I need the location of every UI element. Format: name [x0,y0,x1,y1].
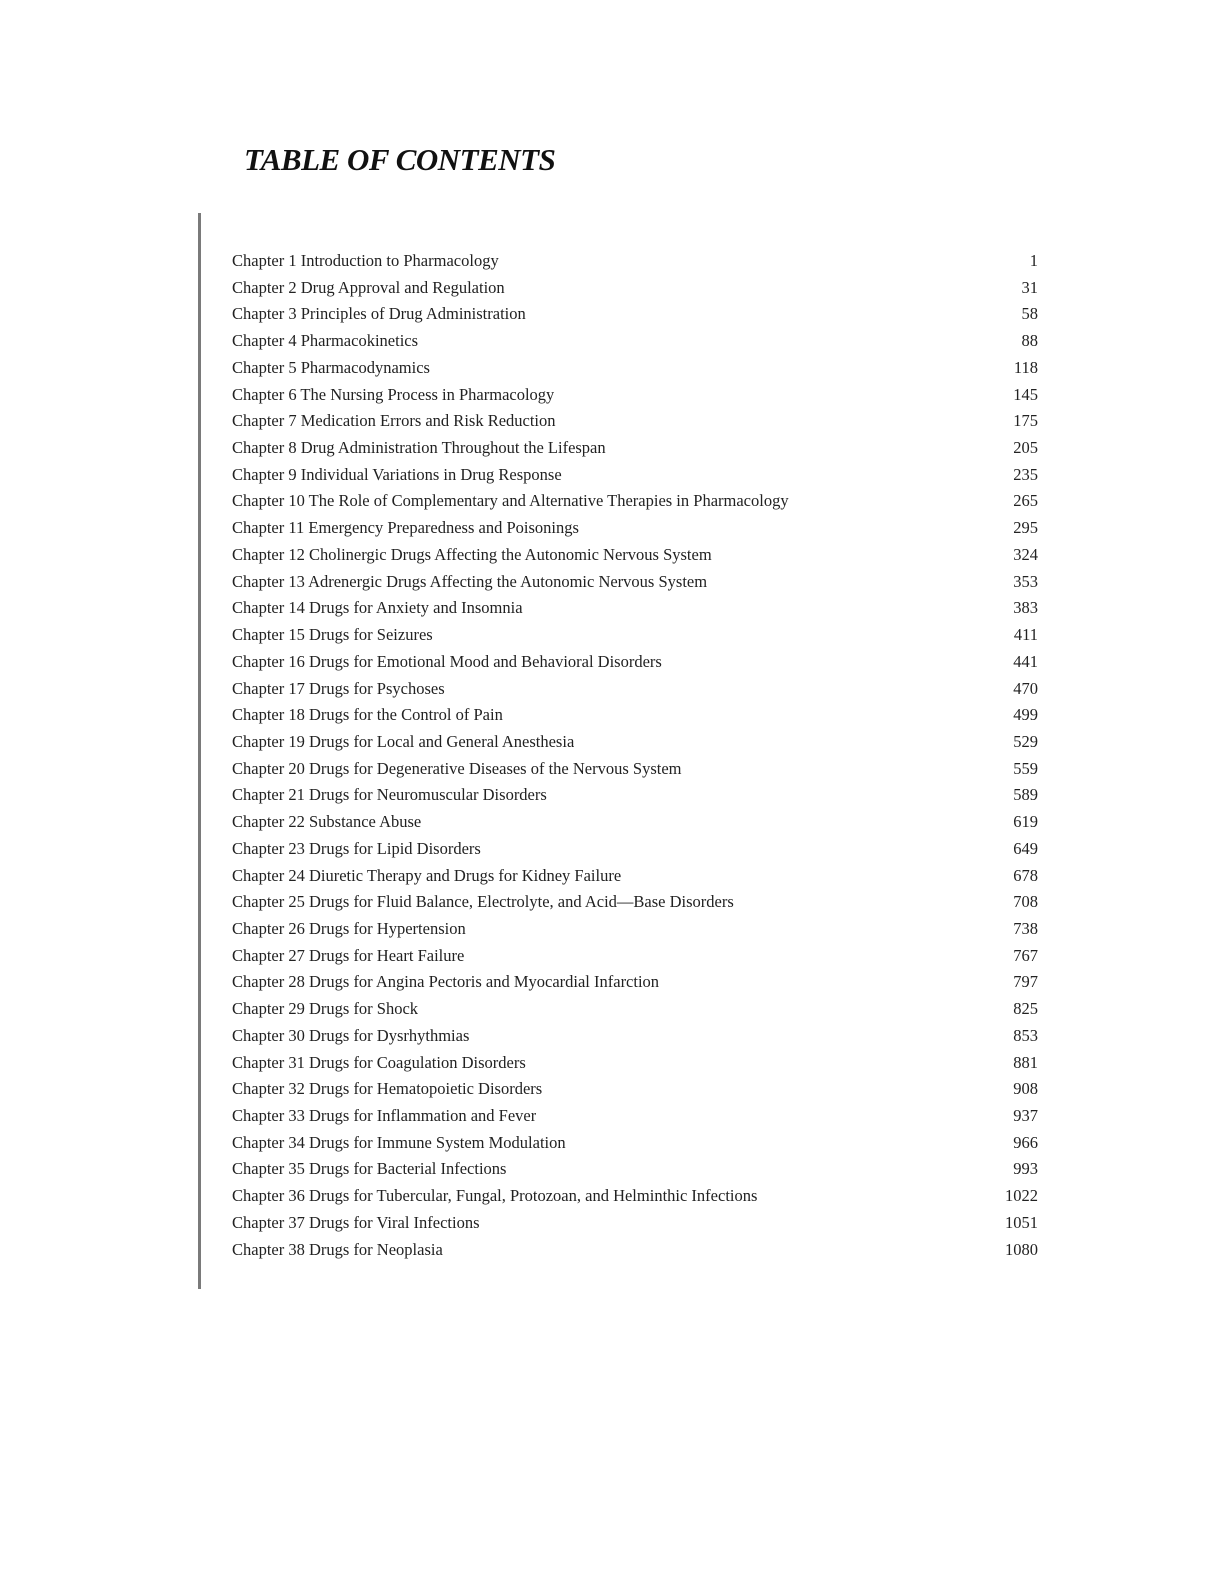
toc-entry-page-number: 767 [1013,945,1038,965]
toc-entry [232,488,1038,515]
toc-entry-page-number: 118 [1013,357,1038,377]
toc-entry-page-number: 31 [1021,277,1038,297]
toc-entry [232,943,1038,970]
toc-entry-title: Chapter 3 Principles of Drug Administration [232,304,526,324]
toc-entry-title: Chapter 34 Drugs for Immune System Modulation [232,1132,566,1152]
toc-entry [232,542,1038,569]
toc-entry [232,275,1038,302]
toc-entry [232,1183,1038,1210]
toc-entry-page-number: 324 [1013,544,1038,564]
toc-entry [232,756,1038,783]
toc-entry [232,1103,1038,1130]
toc-entry [232,382,1038,409]
toc-entry [232,622,1038,649]
toc-entry [232,916,1038,943]
toc-entry [232,1076,1038,1103]
toc-entry-page-number: 738 [1013,918,1038,938]
toc-entry-page-number: 499 [1013,705,1038,725]
toc-entry-title: Chapter 18 Drugs for the Control of Pain [232,705,503,725]
toc-entry-title: Chapter 16 Drugs for Emotional Mood and Behavioral Disorders [232,651,662,671]
toc-entry [232,836,1038,863]
toc-entry [232,729,1038,756]
toc-entry-page-number: 825 [1013,999,1038,1019]
toc-entry [232,1050,1038,1077]
toc-entry [232,889,1038,916]
toc-entry [232,676,1038,703]
toc-entry-page-number: 619 [1013,812,1038,832]
toc-entry-title: Chapter 11 Emergency Preparedness and Poisonings [232,518,579,538]
margin-rule [198,213,201,1289]
toc-entry [232,1210,1038,1237]
toc-entry [232,355,1038,382]
toc-entry-page-number: 1080 [1005,1239,1038,1259]
toc-entry-title: Chapter 28 Drugs for Angina Pectoris and Myocardial Infarction [232,972,660,992]
toc-entry-title: Chapter 17 Drugs for Psychoses [232,678,445,698]
toc-entry-title: Chapter 8 Drug Administration Throughout the Lifespan [232,438,606,458]
toc-entry [232,462,1038,489]
toc-entry-page-number: 797 [1013,972,1038,992]
toc-entry-title: Chapter 35 Drugs for Bacterial Infections [232,1159,507,1179]
toc-entry-page-number: 529 [1013,731,1038,751]
toc-entry-page-number: 175 [1013,411,1038,431]
toc-entry-title: Chapter 19 Drugs for Local and General Anesthesia [232,731,575,751]
toc-entry-title: Chapter 4 Pharmacokinetics [232,331,419,351]
toc-entry-title: Chapter 5 Pharmacodynamics [232,357,430,377]
toc-entry [232,863,1038,890]
toc-entry-page-number: 937 [1013,1106,1038,1125]
toc-entry [232,515,1038,542]
toc-entry-title: Chapter 31 Drugs for Coagulation Disorders [232,1052,526,1072]
toc-entry [232,1156,1038,1183]
page-title: TABLE OF CONTENTS [244,142,556,177]
toc-entry-title: Chapter 32 Drugs for Hematopoietic Disorders [232,1079,543,1099]
toc-entry-page-number: 411 [1013,625,1038,645]
toc-entry-title: Chapter 24 Diuretic Therapy and Drugs for Kidney Failure [232,865,622,885]
toc-entry [232,328,1038,355]
toc-entry-title: Chapter 2 Drug Approval and Regulation [232,277,505,297]
toc-entry-title: Chapter 21 Drugs for Neuromuscular Disorders [232,785,547,805]
toc-entry-page-number: 993 [1013,1159,1038,1179]
toc-entry-title: Chapter 6 The Nursing Process in Pharmacology [232,384,555,404]
toc-entry [232,248,1038,275]
toc-entry-page-number: 881 [1013,1052,1038,1072]
toc-entry-page-number: 589 [1013,785,1038,805]
toc-entry-page-number: 353 [1013,571,1038,591]
toc-entry-title: Chapter 36 Drugs for Tubercular, Fungal, Protozoan, and Helminthic Infections [232,1186,758,1206]
toc-entry-page-number: 205 [1013,438,1038,458]
toc-entry [232,782,1038,809]
toc-entry-title: Chapter 25 Drugs for Fluid Balance, Electrolyte, and Acid—Base Disorders [232,892,734,912]
toc-entry-page-number: 383 [1013,598,1038,618]
toc-entry-page-number: 441 [1013,651,1038,671]
toc-entry-title: Chapter 29 Drugs for Shock [232,999,419,1019]
toc-entry-title: Chapter 23 Drugs for Lipid Disorders [232,838,481,858]
toc-entry-title: Chapter 14 Drugs for Anxiety and Insomnia [232,598,523,618]
toc-entry [232,301,1038,328]
toc-entry-title: Chapter 9 Individual Variations in Drug Response [232,464,562,484]
toc-list [232,248,1038,1263]
toc-entry-page-number: 708 [1013,892,1038,912]
toc-entry-title: Chapter 15 Drugs for Seizures [232,625,433,645]
toc-entry-page-number: 295 [1013,518,1038,538]
toc-entry [232,435,1038,462]
toc-entry-title: Chapter 26 Drugs for Hypertension [232,918,466,938]
toc-entry-title: Chapter 10 The Role of Complementary and Alternative Therapies in Pharmacology [232,491,789,511]
toc-entry-title: Chapter 27 Drugs for Heart Failure [232,945,465,965]
toc-entry-title: Chapter 38 Drugs for Neoplasia [232,1239,443,1259]
toc-entry-page-number: 559 [1013,758,1038,778]
toc-entry [232,809,1038,836]
toc-entry-page-number: 265 [1013,491,1038,511]
toc-entry-page-number: 235 [1013,464,1038,484]
toc-entry-title: Chapter 30 Drugs for Dysrhythmias [232,1025,470,1045]
toc-entry [232,969,1038,996]
toc-entry-page-number: 678 [1013,865,1038,885]
toc-entry-page-number: 908 [1013,1079,1038,1099]
toc-entry [232,595,1038,622]
toc-entry-title: Chapter 33 Drugs for Inflammation and Fever [232,1106,537,1125]
toc-entry-title: Chapter 7 Medication Errors and Risk Reduction [232,411,556,431]
toc-entry-page-number: 1051 [1005,1212,1038,1232]
toc-entry [232,996,1038,1023]
toc-entry-page-number: 1 [1029,251,1038,270]
toc-entry-title: Chapter 22 Substance Abuse [232,812,422,832]
toc-entry [232,569,1038,596]
toc-entry-title: Chapter 20 Drugs for Degenerative Diseases of the Nervous System [232,758,682,778]
toc-entry [232,1130,1038,1157]
toc-entry [232,1237,1038,1264]
toc-entry-title: Chapter 1 Introduction to Pharmacology [232,251,499,270]
toc-entry-page-number: 966 [1013,1132,1038,1152]
toc-entry-title: Chapter 12 Cholinergic Drugs Affecting the Autonomic Nervous System [232,544,712,564]
toc-entry [232,1023,1038,1050]
toc-entry-page-number: 649 [1013,838,1038,858]
toc-entry-title: Chapter 37 Drugs for Viral Infections [232,1212,480,1232]
toc-entry-page-number: 853 [1013,1025,1038,1045]
toc-entry-page-number: 88 [1021,331,1038,351]
toc-entry-page-number: 470 [1013,678,1038,698]
toc-entry [232,649,1038,676]
toc-entry [232,702,1038,729]
toc-entry-page-number: 145 [1013,384,1038,404]
toc-entry-title: Chapter 13 Adrenergic Drugs Affecting the Autonomic Nervous System [232,571,708,591]
toc-entry-page-number: 1022 [1005,1186,1038,1206]
toc-entry [232,408,1038,435]
toc-entry-page-number: 58 [1021,304,1038,324]
